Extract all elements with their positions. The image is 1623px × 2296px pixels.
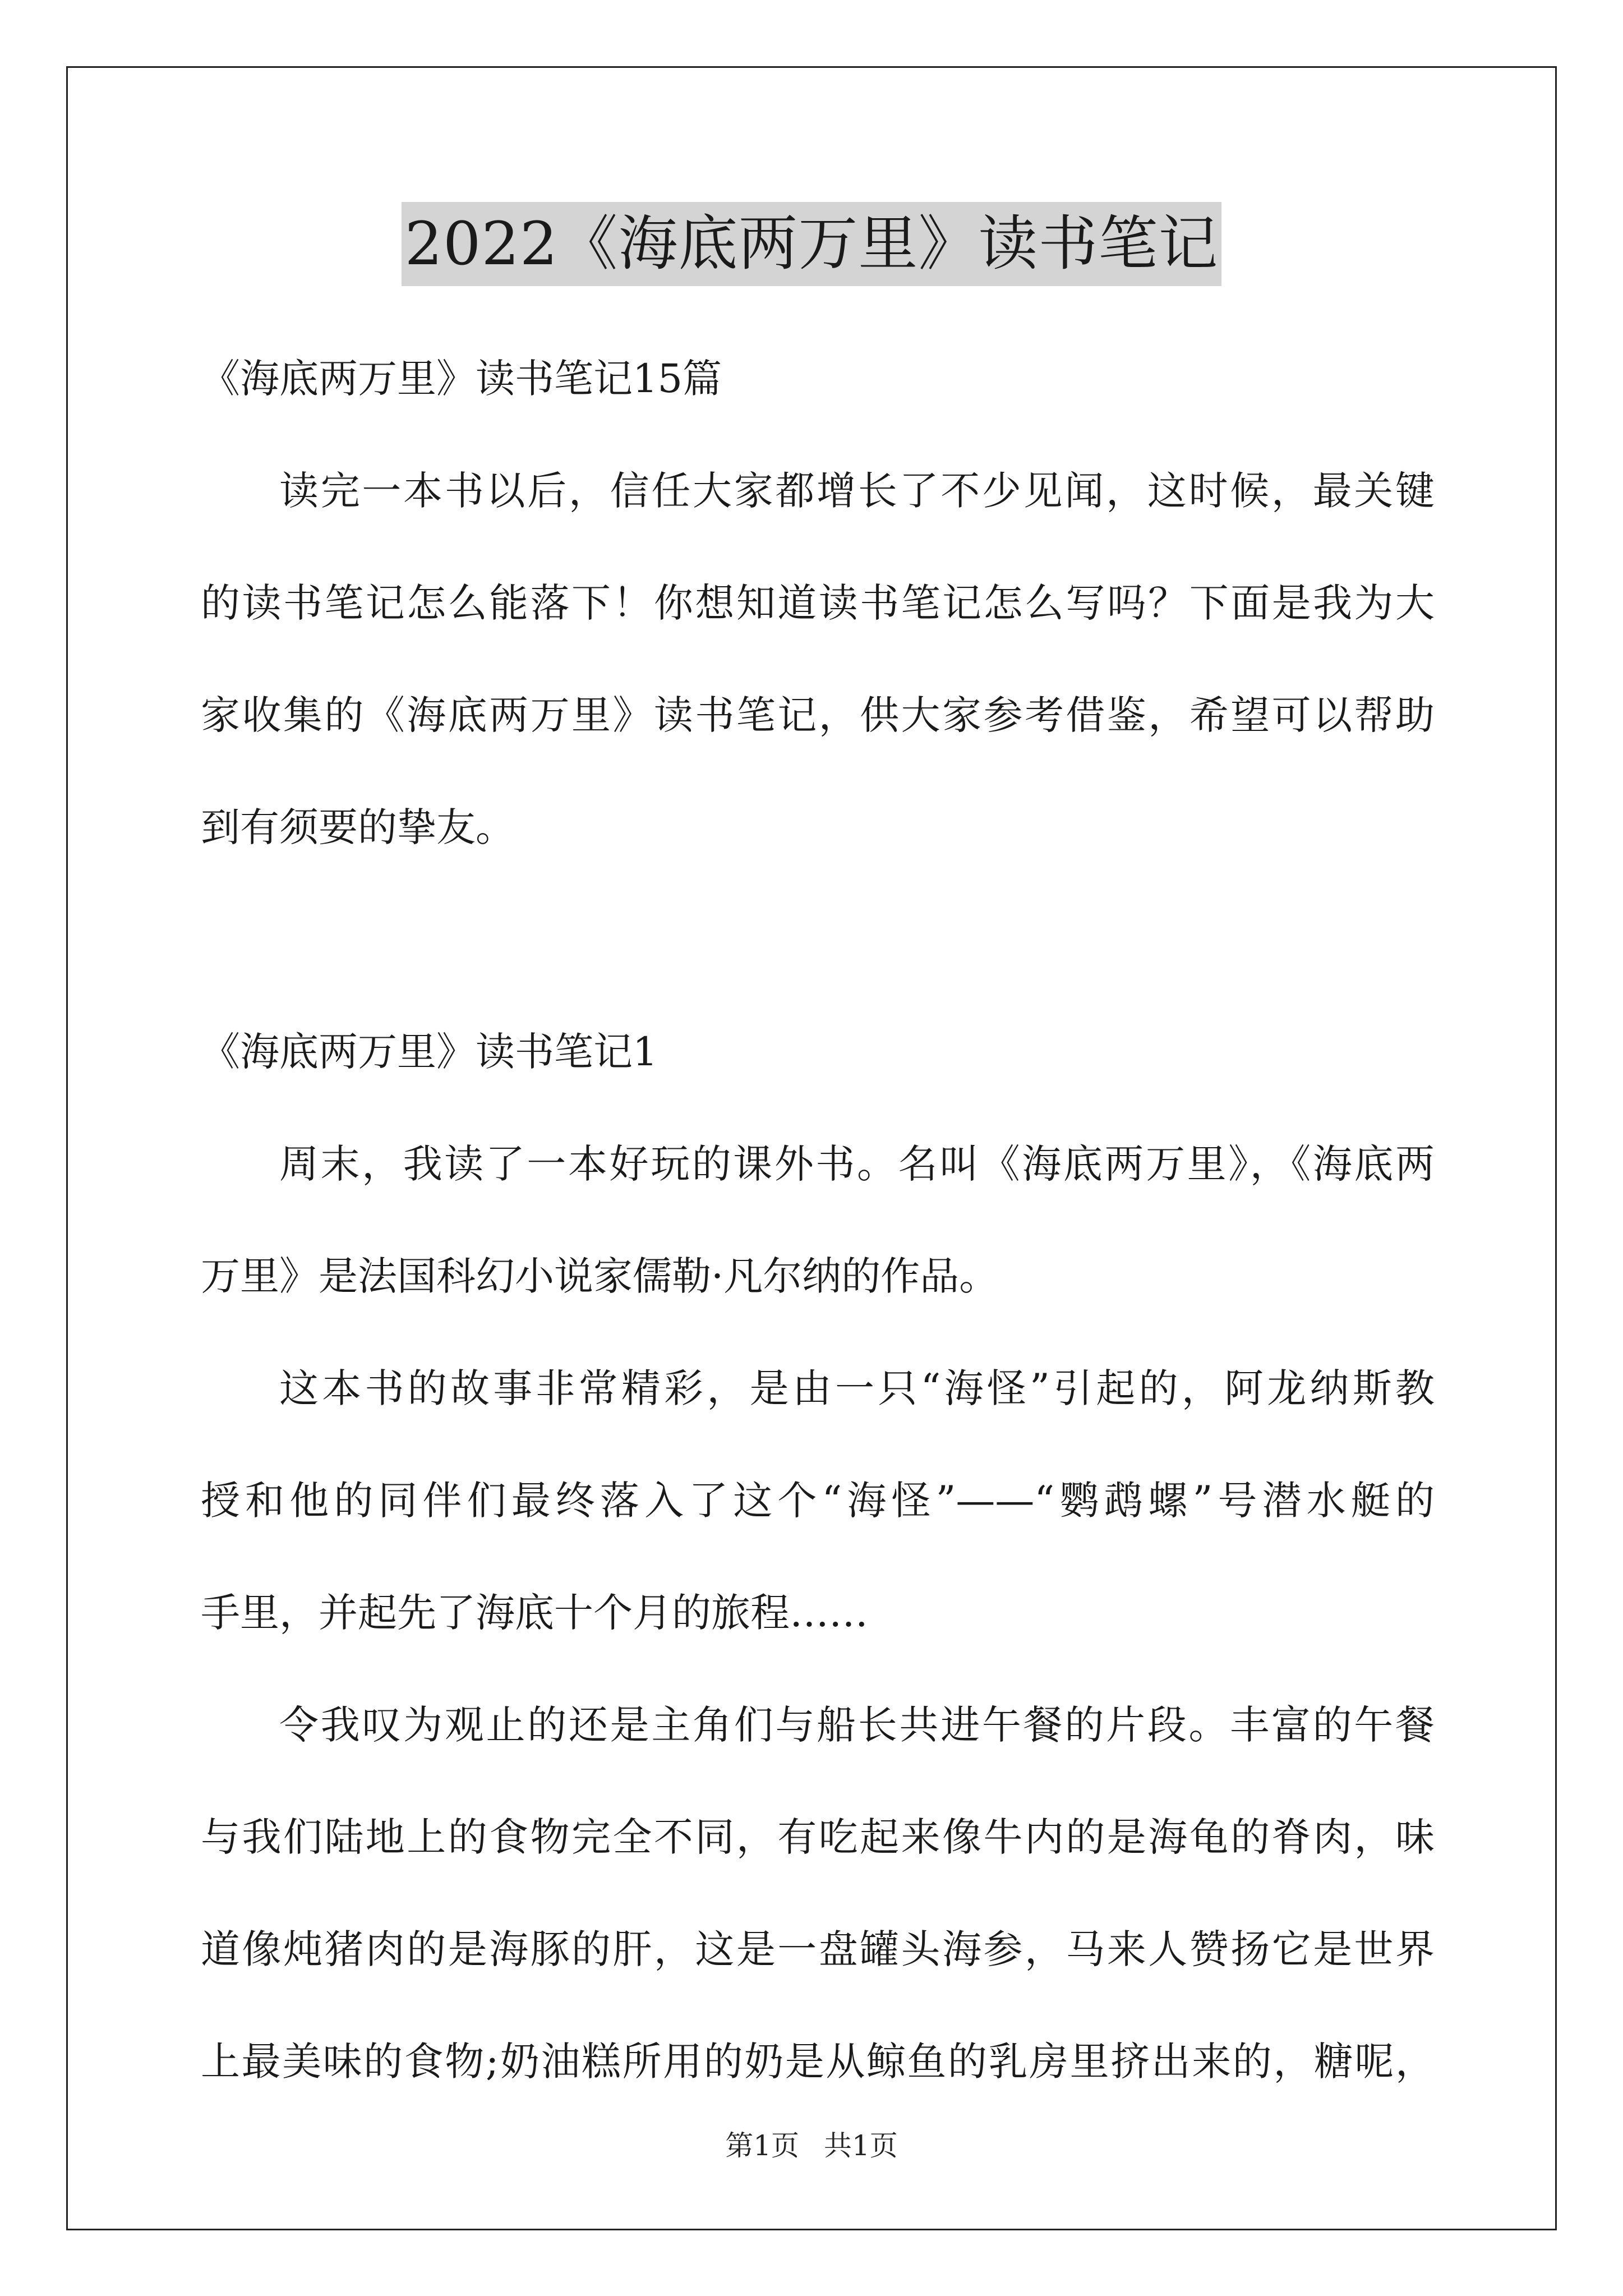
text-line: 手里，并起先了海底十个月的旅程…… [201,1590,868,1636]
text-line: 万里》是法国科幻小说家儒勒·凡尔纳的作品。 [201,1253,999,1299]
text-line: 这本书的故事非常精彩，是由一只“海怪”引起的，阿龙纳斯教 [279,1365,1435,1411]
document-title: 2022《海底两万里》读书笔记 [402,202,1222,286]
paragraph-spacer [201,884,1435,996]
text-line: 家收集的《海底两万里》读书笔记，供大家参考借鉴，希望可以帮助 [201,692,1435,738]
text-line: 令我叹为观止的还是主角们与船长共进午餐的片段。丰富的午餐 [279,1702,1435,1748]
text-line: 读完一本书以后，信任大家都增长了不少见闻，这时候，最关键 [279,468,1435,514]
text-line: 道像炖猪肉的是海豚的肝，这是一盘罐头海参，马来人赞扬它是世界 [201,1926,1435,1972]
text-line: 与我们陆地上的食物完全不同，有吃起来像牛内的是海龟的脊肉，味 [201,1814,1435,1860]
page-footer [0,2126,1623,2165]
title-container [0,202,1623,286]
text-line: 授和他的同伴们最终落入了这个“海怪”——“鹦鹉螺”号潜水艇的 [201,1478,1435,1524]
text-line: 周末，我读了一本好玩的课外书。名叫《海底两万里》，《海底两 [279,1141,1435,1187]
text-line: 的读书笔记怎么能落下！你想知道读书笔记怎么写吗？下面是我为大 [201,580,1435,626]
text-line: 到有须要的挚友。 [201,804,515,850]
page-number: 第1页 [725,2129,800,2162]
text-line: 《海底两万里》读书笔记1 [201,1029,658,1075]
page-total: 共1页 [823,2129,898,2162]
document-body [201,323,1435,2118]
text-line: 《海底两万里》读书笔记15篇 [201,356,722,402]
text-line: 上最美味的食物;奶油糕所用的奶是从鲸鱼的乳房里挤出来的，糖呢， [201,2039,1435,2085]
